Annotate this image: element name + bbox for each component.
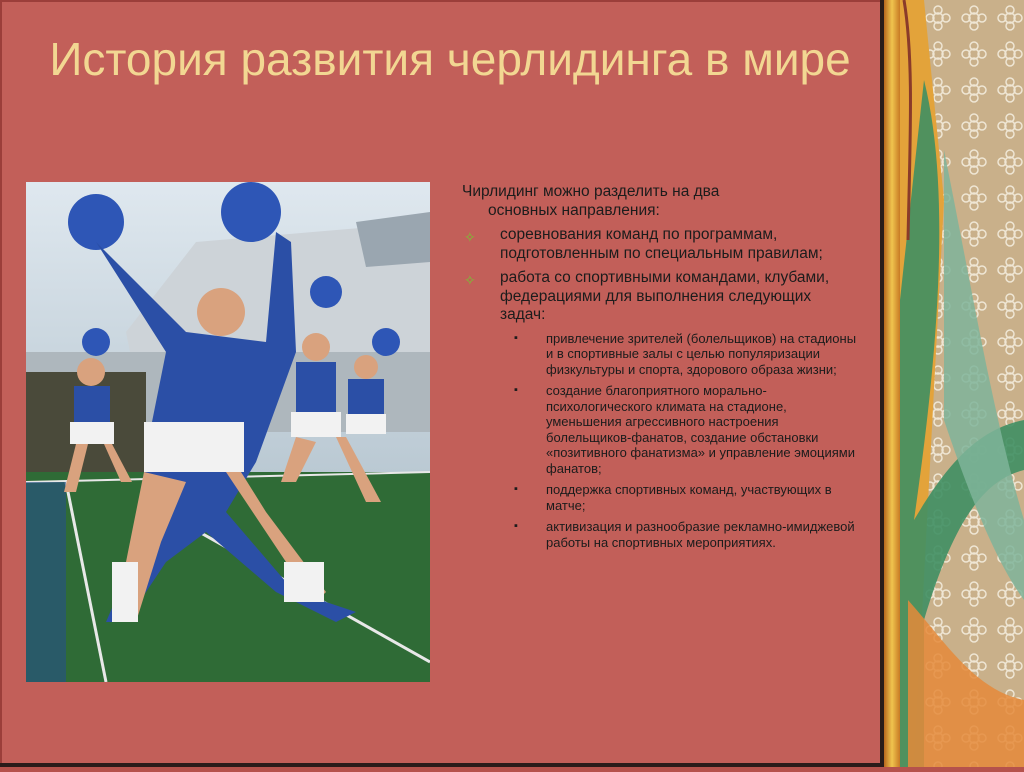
square-bullet-icon: ▪ bbox=[514, 520, 518, 532]
list-item bbox=[500, 331, 858, 378]
bullet-marker-icon: ✧ bbox=[464, 272, 476, 288]
square-bullet-icon: ▪ bbox=[514, 483, 518, 495]
cheerleaders-image bbox=[26, 182, 430, 682]
square-bullet-icon: ▪ bbox=[514, 384, 518, 396]
list-item bbox=[500, 519, 858, 550]
sub-bullet-text: поддержка спортивных команд, участвующих в матче; bbox=[546, 482, 832, 513]
main-bullet-list bbox=[462, 226, 858, 550]
lead-line-2: основных направления: bbox=[488, 202, 660, 219]
lead-line-1: Чирлидинг можно разделить на два bbox=[462, 183, 720, 200]
lead-paragraph bbox=[462, 182, 858, 220]
slide-body bbox=[462, 182, 858, 556]
floral-pattern-icon bbox=[884, 0, 1024, 767]
sub-bullet-text: активизация и разнообразие рекламно-имиджевой работы на спортивных мероприятиях. bbox=[546, 519, 855, 550]
list-item bbox=[500, 383, 858, 476]
sub-bullet-text: создание благоприятного морально-психологического климата на стадионе, уменьшения агрессивного настроения болельщиков-фанатов, создание обстановки «позитивного фанатизма» и управление эмоциями фанатов; bbox=[546, 383, 855, 476]
square-bullet-icon: ▪ bbox=[514, 331, 518, 344]
list-item bbox=[462, 269, 858, 550]
slide-title: История развития черлидинга в мире bbox=[49, 33, 851, 85]
bullet-text: работа со спортивными командами, клубами, федерациями для выполнения следующих задач: bbox=[500, 269, 830, 323]
list-item bbox=[500, 482, 858, 513]
bullet-text: соревнования команд по программам, подготовленным по специальным правилам; bbox=[500, 226, 823, 262]
sub-bullet-list bbox=[500, 331, 858, 551]
cheerleaders-photo bbox=[26, 182, 430, 682]
bullet-marker-icon: ✧ bbox=[464, 229, 476, 245]
decorative-side-panel bbox=[884, 0, 1024, 767]
sub-bullet-text: привлечение зрителей (болельщиков) на стадионы и в спортивные залы с целью популяризации физкультуры и спорта, здорового образа жизни; bbox=[546, 330, 857, 377]
list-item bbox=[462, 226, 858, 263]
